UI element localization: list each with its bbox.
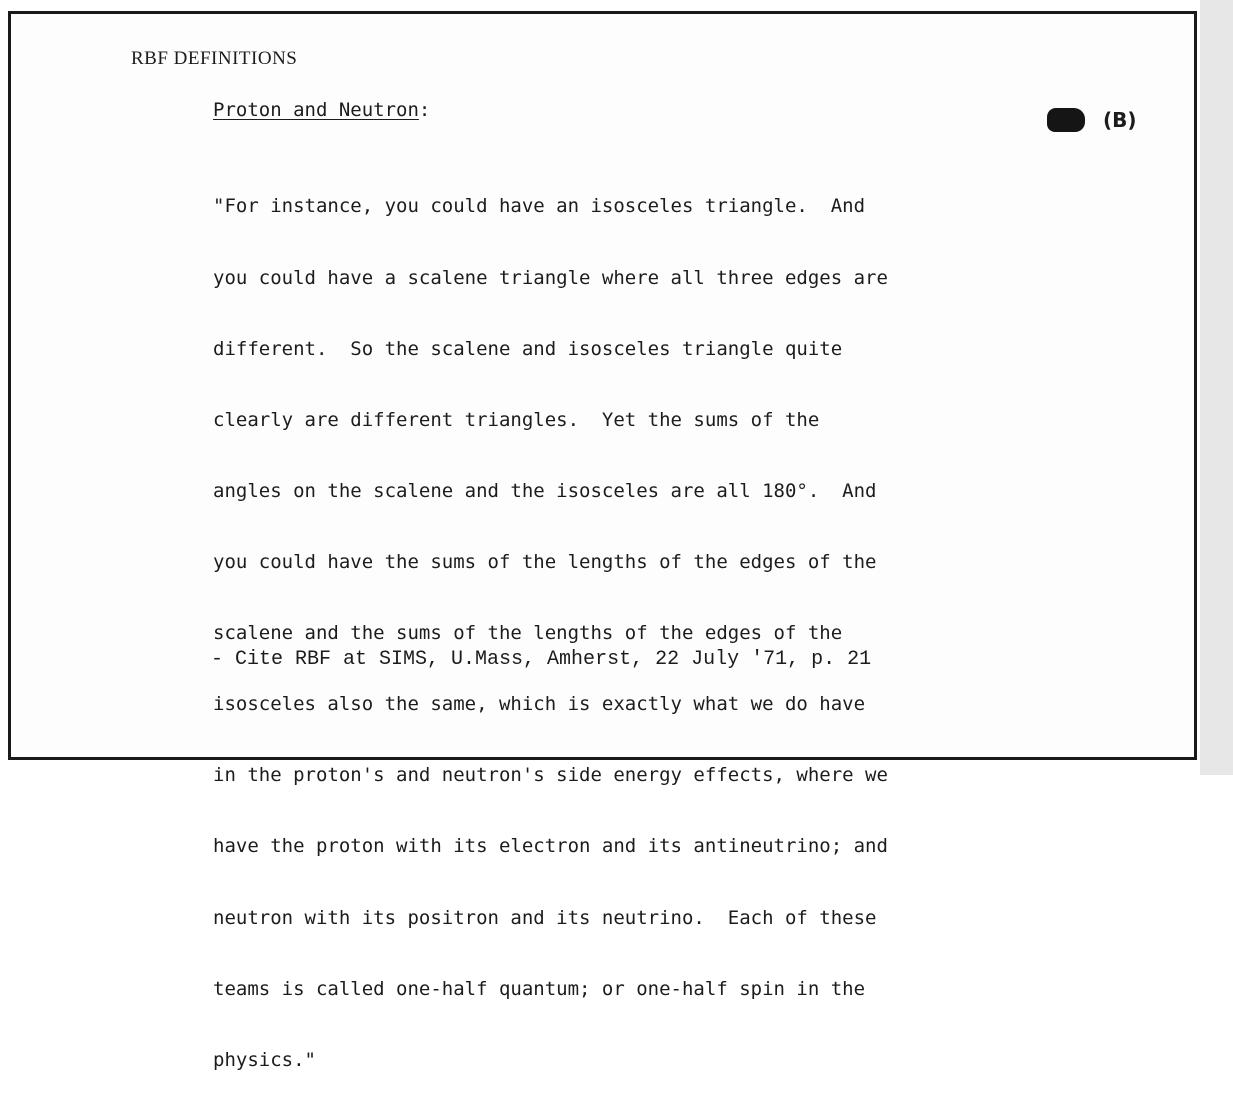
index-tab-label: (B) (1103, 108, 1137, 132)
citation: - Cite RBF at SIMS, U.Mass, Amherst, 22 July '71, p. 21 (211, 648, 872, 671)
quote-line: isosceles also the same, which is exactly what we do have (213, 693, 866, 716)
quote-line: different. So the scalene and isosceles triangle quite (213, 337, 843, 360)
card-header: RBF DEFINITIONS (131, 48, 298, 69)
quote-line: "For instance, you could have an isosceles triangle. And (213, 195, 866, 218)
quote-line: have the proton with its electron and its antineutrino; and (213, 835, 888, 858)
quote-line: you could have a scalene triangle where all three edges are (213, 266, 888, 289)
quote-line: neutron with its positron and its neutrino. Each of these (213, 906, 877, 929)
quote-line: angles on the scalene and the isosceles are all 180°. And (213, 479, 877, 502)
quote-line: you could have the sums of the lengths of the edges of the (213, 550, 877, 573)
entry-title-text: Proton and Neutron (213, 99, 419, 121)
quote-line: in the proton's and neutron's side energy effects, where we (213, 764, 888, 787)
quote-line: teams is called one-half quantum; or one-half spin in the (213, 977, 866, 1000)
quote-line: clearly are different triangles. Yet the sums of the (213, 408, 820, 431)
quote-body (213, 148, 1053, 1096)
scan-margin (1200, 0, 1233, 775)
index-tab-marker (1047, 108, 1085, 132)
entry-title (213, 99, 430, 121)
quote-line: physics." (213, 1048, 316, 1071)
quote-line: scalene and the sums of the lengths of the edges of the (213, 622, 843, 645)
entry-title-colon: : (418, 99, 431, 121)
